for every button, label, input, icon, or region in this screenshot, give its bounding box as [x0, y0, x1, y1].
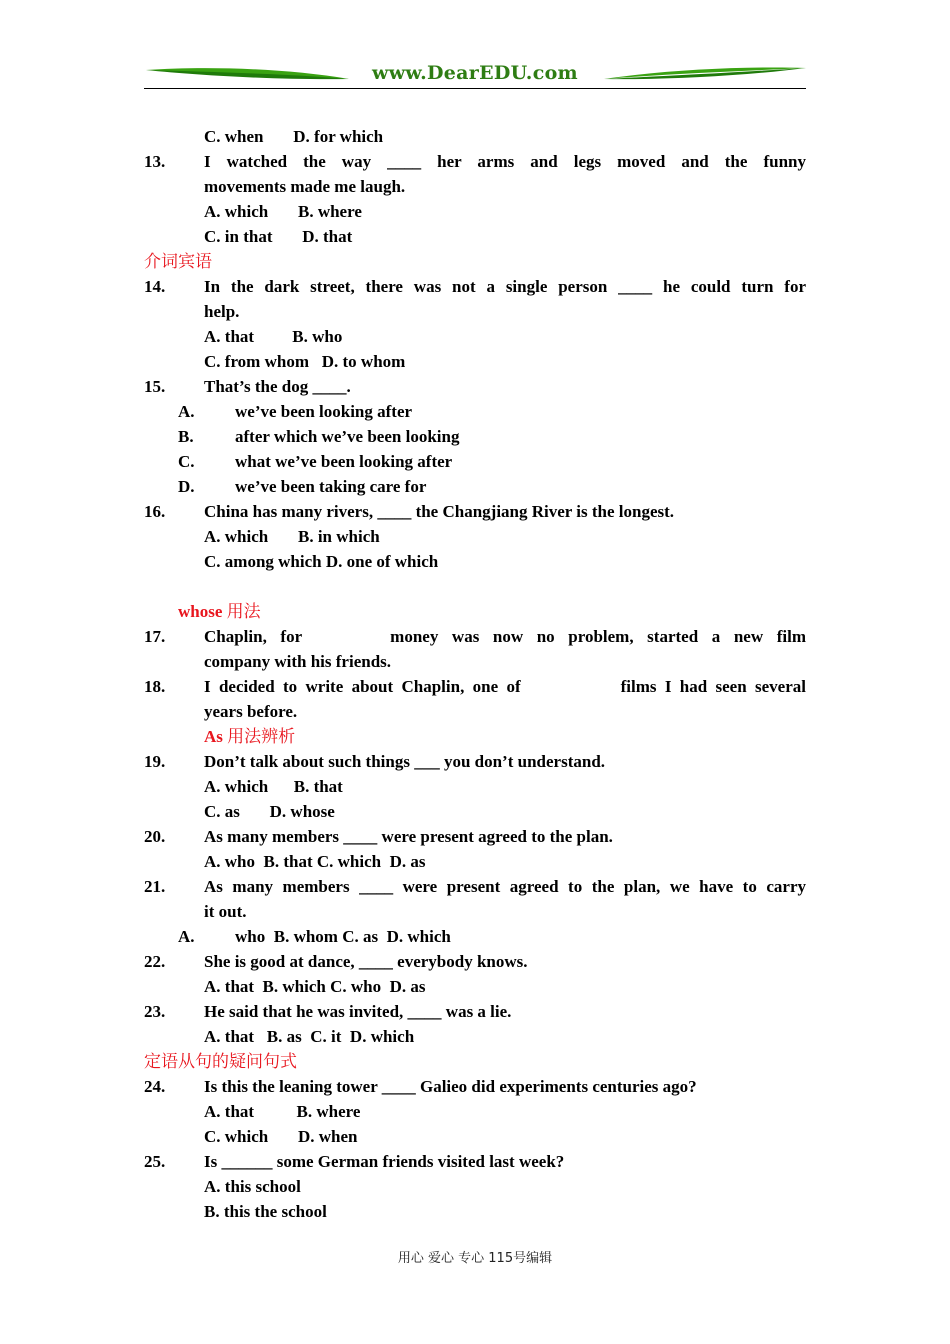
question-number: 16. [144, 502, 166, 521]
option-line [144, 449, 806, 474]
question-13 [144, 149, 806, 174]
section-heading-text: 定语从句的疑问句式 [144, 1052, 297, 1071]
answer-options: C. in that D. that [204, 227, 353, 246]
text-line [144, 299, 806, 324]
answer-options: what we’ve been looking after [235, 452, 453, 471]
option-line [144, 1124, 806, 1149]
question-text: She is good at dance, ____ everybody knows. [204, 952, 528, 971]
answer-options: B. this the school [204, 1202, 327, 1221]
option-line [144, 1099, 806, 1124]
question-number: 19. [144, 752, 166, 771]
answer-options: A. which B. in which [204, 527, 380, 546]
question-15 [144, 374, 806, 399]
option-line [144, 974, 806, 999]
question-24 [144, 1074, 806, 1099]
question-text-continued: company with his friends. [204, 652, 392, 671]
answer-options: we’ve been looking after [235, 402, 413, 421]
question-text-continued: movements made me laugh. [204, 177, 406, 196]
text-line [144, 574, 806, 599]
option-line [144, 1199, 806, 1224]
answer-options: C. which D. when [204, 1127, 358, 1146]
answer-options: A. which B. where [204, 202, 362, 221]
option-line [144, 774, 806, 799]
question-text-continued [204, 724, 295, 749]
option-line [144, 399, 806, 424]
option-letter: A. [178, 402, 195, 421]
question-number: 24. [144, 1077, 166, 1096]
question-number: 22. [144, 952, 166, 971]
question-text: As many members ____ were present agreed to the plan. [204, 827, 613, 846]
question-text: Is ______ some German friends visited last week? [204, 1152, 565, 1171]
option-line [144, 799, 806, 824]
site-logo-text: www.DearEDU.com [372, 62, 578, 84]
question-number: 25. [144, 1152, 166, 1171]
question-text: China has many rivers, ____ the Changjiang River is the longest. [204, 502, 675, 521]
answer-options: A. that B. where [204, 1102, 361, 1121]
section-heading-prep-object [144, 249, 806, 274]
question-number: 20. [144, 827, 166, 846]
question-21 [144, 874, 806, 899]
section-heading-text: 介词宾语 [144, 252, 212, 271]
answer-options: A. that B. which C. who D. as [204, 977, 426, 996]
section-heading-as [144, 724, 806, 749]
question-19 [144, 749, 806, 774]
option-line [144, 424, 806, 449]
answer-options: A. this school [204, 1177, 301, 1196]
option-line [144, 224, 806, 249]
question-17 [144, 624, 806, 649]
answer-options: A. who B. that C. which D. as [204, 852, 426, 871]
option-line [144, 349, 806, 374]
question-text-continued: years before. [204, 702, 298, 721]
section-heading-text: 用法 [226, 602, 261, 621]
option-line [144, 524, 806, 549]
option-line [144, 1174, 806, 1199]
section-heading-whose [144, 599, 806, 624]
answer-options: A. that B. who [204, 327, 343, 346]
answer-options: C. among which D. one of which [204, 552, 439, 571]
option-line [144, 849, 806, 874]
text-line [144, 649, 806, 674]
document-body [144, 124, 806, 1224]
option-line [144, 549, 806, 574]
question-number: 17. [144, 627, 166, 646]
answer-options: we’ve been taking care for [235, 477, 427, 496]
option-letter: D. [178, 477, 195, 496]
question-text: I watched the way ____ her arms and legs moved and the funny [204, 152, 806, 171]
question-text: As many members ____ were present agreed to the plan, we have to carry [204, 877, 806, 896]
option-line [144, 324, 806, 349]
option-line [144, 199, 806, 224]
question-number: 14. [144, 277, 166, 296]
answer-options: A. that B. as C. it D. which [204, 1027, 415, 1046]
question-number: 15. [144, 377, 166, 396]
question-number: 18. [144, 677, 166, 696]
answer-options: A. which B. that [204, 777, 343, 796]
question-23 [144, 999, 806, 1024]
section-heading-text: As [204, 727, 223, 746]
answer-options: C. when D. for which [204, 127, 384, 146]
question-25 [144, 1149, 806, 1174]
text-line [178, 599, 261, 624]
question-text: I decided to write about Chaplin, one of films I had seen several [204, 677, 806, 696]
text-line [144, 899, 806, 924]
question-number: 21. [144, 877, 166, 896]
section-heading-text: 用法辨析 [227, 727, 296, 746]
header-divider [144, 88, 806, 89]
question-number: 13. [144, 152, 166, 171]
answer-options: after which we’ve been looking [235, 427, 460, 446]
question-text-continued: help. [204, 302, 240, 321]
page-footer: 用心 爱心 专心 115号编辑 [397, 1251, 553, 1266]
question-16 [144, 499, 806, 524]
question-text: Chaplin, for money was now no problem, started a new film [204, 627, 806, 646]
question-18 [144, 674, 806, 699]
option-line [144, 1024, 806, 1049]
question-14 [144, 274, 806, 299]
question-text: In the dark street, there was not a single person ____ he could turn for [204, 277, 806, 296]
question-number: 23. [144, 1002, 166, 1021]
answer-options: C. as D. whose [204, 802, 335, 821]
option-letter: A. [178, 927, 195, 946]
question-text: Is this the leaning tower ____ Galieo did experiments centuries ago? [204, 1077, 697, 1096]
option-letter: C. [178, 452, 195, 471]
question-text-continued: it out. [204, 902, 247, 921]
option-line [144, 924, 806, 949]
question-text: He said that he was invited, ____ was a lie. [204, 1002, 512, 1021]
question-20 [144, 824, 806, 849]
section-heading-text: whose [178, 602, 223, 621]
question-22 [144, 949, 806, 974]
text-line [144, 174, 806, 199]
answer-options: who B. whom C. as D. which [235, 927, 451, 946]
question-text: That’s the dog ____. [204, 377, 351, 396]
text-line [144, 699, 806, 724]
option-line [144, 474, 806, 499]
question-text: Don’t talk about such things ___ you don’t understand. [204, 752, 606, 771]
section-heading-interrogative [144, 1049, 806, 1074]
option-letter: B. [178, 427, 194, 446]
option-line [144, 124, 806, 149]
answer-options: C. from whom D. to whom [204, 352, 406, 371]
